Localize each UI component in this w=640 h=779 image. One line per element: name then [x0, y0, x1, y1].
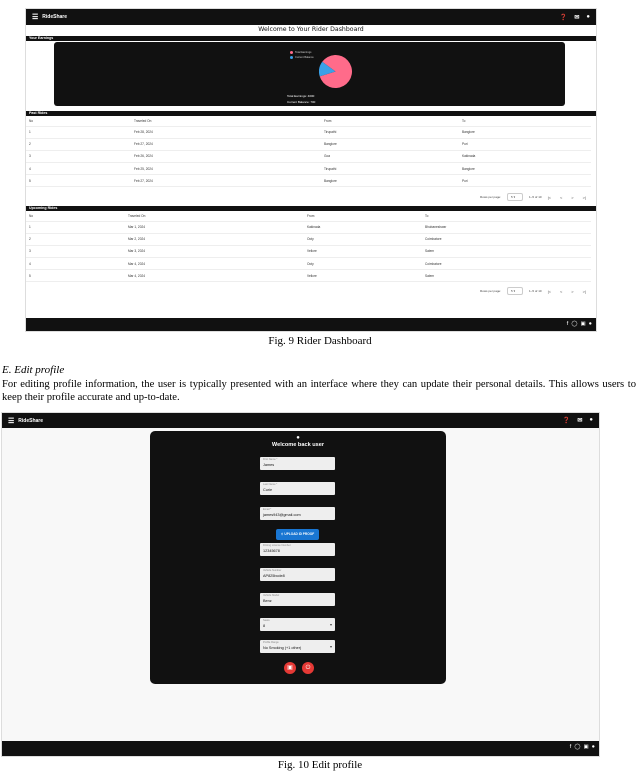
table-cell: 4 — [26, 163, 131, 175]
table-cell: Ooty — [304, 233, 422, 245]
table-cell: Vellore — [304, 270, 422, 282]
table-cell: Tirupathi — [321, 163, 459, 175]
help-icon[interactable]: ❓ — [562, 418, 571, 424]
table-cell: Mar 4, 2024 — [125, 258, 304, 270]
edit-profile-card — [150, 431, 446, 684]
column-header[interactable]: To — [422, 212, 591, 221]
earnings-section-header: Your Earnings — [26, 36, 596, 41]
legend-swatch — [290, 51, 293, 54]
upcoming-rides-table — [26, 212, 591, 282]
table-cell: Banglore — [459, 163, 591, 175]
table-cell: Feb 25, 2024 — [131, 163, 321, 175]
figure-9-caption: Fig. 9 Rider Dashboard — [268, 335, 372, 347]
table-row[interactable] — [26, 233, 591, 245]
table-row[interactable] — [26, 270, 591, 282]
welcome-heading: Welcome back user — [271, 442, 325, 448]
upcoming-rides-header: Upcoming Rides — [26, 206, 596, 211]
legend-label: Total Earnings — [295, 51, 312, 54]
table-cell: Mar 1, 2024 — [125, 221, 304, 233]
field-label: First Name * — [263, 458, 278, 461]
table-row[interactable] — [26, 245, 591, 257]
instagram-icon[interactable]: ◯ — [574, 744, 581, 750]
account-icon[interactable]: ● — [589, 417, 593, 423]
location-icon[interactable]: ● — [591, 744, 595, 750]
app-name: RideShare — [18, 417, 44, 424]
table-row[interactable] — [26, 163, 591, 175]
footer — [2, 741, 599, 756]
field-label: Last Name * — [263, 483, 278, 486]
table-cell: Kakinada — [304, 221, 422, 233]
table-cell: Feb 27, 2024 — [131, 175, 321, 187]
column-header[interactable]: From — [321, 117, 459, 126]
twitch-icon[interactable]: ▣ — [583, 744, 589, 750]
chevron-down-icon: ▾ — [329, 622, 332, 627]
table-cell: Feb 27, 2024 — [131, 138, 321, 150]
past-rides-pagination — [480, 193, 586, 201]
table-cell: Puri — [459, 175, 591, 187]
upcoming-rides-pagination — [480, 287, 586, 295]
table-cell: Kakinada — [459, 150, 591, 162]
page-title: Welcome to Your Rider Dashboard — [258, 26, 364, 33]
facebook-icon[interactable]: f — [569, 744, 572, 750]
past-rides-table — [26, 117, 591, 187]
facebook-icon[interactable]: f — [566, 321, 569, 327]
app-bar — [2, 413, 599, 428]
table-cell: Banglore — [321, 175, 459, 187]
app-bar — [26, 9, 596, 25]
driving-license-field[interactable] — [260, 543, 335, 556]
field-value: Benz — [263, 599, 272, 603]
rows-per-page-label: Rows per page: — [480, 195, 502, 199]
field-label: Profile Range — [263, 641, 279, 644]
table-cell: Vellore — [304, 245, 422, 257]
twitch-icon[interactable]: ▣ — [580, 321, 586, 327]
section-heading: E. Edit profile — [2, 364, 65, 376]
table-cell: Feb 28, 2024 — [131, 126, 321, 138]
table-cell: Salem — [422, 245, 591, 257]
field-label: Seats — [263, 619, 270, 622]
field-value: 12345678 — [263, 549, 280, 553]
email-field[interactable] — [260, 507, 335, 520]
app-name: RideShare — [42, 14, 68, 20]
field-value: james943@gmail.com — [263, 513, 301, 517]
location-icon[interactable]: ● — [588, 321, 592, 327]
field-label: Email * — [263, 508, 272, 511]
table-cell: 1 — [26, 221, 125, 233]
past-rides-header: Past Rides — [26, 111, 596, 116]
rider-dashboard-figure — [25, 8, 597, 332]
table-cell: 1 — [26, 126, 131, 138]
table-cell: Banglore — [459, 126, 591, 138]
logout-button[interactable] — [302, 662, 314, 674]
first-page-icon[interactable]: |< — [547, 194, 551, 200]
menu-icon[interactable]: ☰ — [32, 14, 39, 21]
table-cell: Mar 3, 2024 — [125, 245, 304, 257]
column-header[interactable]: No — [26, 117, 131, 126]
feedback-icon[interactable]: ✉ — [577, 418, 583, 424]
table-cell: Salem — [422, 270, 591, 282]
upload-icon: ⇧ — [280, 532, 284, 536]
table-cell: 2 — [26, 233, 125, 245]
field-label: Vehicle Number — [263, 569, 282, 572]
table-row[interactable] — [26, 258, 591, 270]
table-cell: Banglore — [321, 138, 459, 150]
next-page-icon[interactable]: > — [571, 194, 574, 200]
field-value: James — [263, 463, 275, 467]
field-label: Driving License Number — [263, 544, 291, 547]
rows-per-page-value: 5 — [511, 289, 513, 293]
vehicle-number-field[interactable] — [260, 568, 335, 581]
feedback-icon[interactable]: ✉ — [574, 14, 580, 21]
column-header[interactable]: Traveled On — [131, 117, 321, 126]
legend-swatch — [290, 56, 293, 59]
earnings-pie-chart — [319, 55, 352, 88]
table-cell: 5 — [26, 270, 125, 282]
table-cell: Puri — [459, 138, 591, 150]
table-row[interactable] — [26, 221, 591, 233]
table-row[interactable] — [26, 138, 591, 150]
first-page-icon[interactable]: |< — [547, 288, 551, 294]
table-cell: Coimbatore — [422, 233, 591, 245]
page-range: 1–5 of 10 — [529, 195, 542, 199]
account-icon[interactable]: ● — [586, 13, 590, 20]
next-page-icon[interactable]: > — [571, 288, 574, 294]
table-row[interactable] — [26, 175, 591, 187]
table-cell: Ooty — [304, 258, 422, 270]
last-name-field[interactable] — [260, 482, 335, 495]
table-cell: Coimbatore — [422, 258, 591, 270]
field-value: Curie — [263, 488, 273, 492]
prev-page-icon[interactable]: < — [559, 194, 563, 200]
table-cell: 3 — [26, 245, 125, 257]
field-value: No Smoking (+1 other) — [263, 646, 302, 650]
last-page-icon[interactable]: >| — [582, 288, 586, 294]
table-cell: 3 — [26, 150, 131, 162]
table-row[interactable] — [26, 126, 591, 138]
table-cell: Goa — [321, 150, 459, 162]
legend-label: Current Balance — [295, 56, 314, 59]
table-cell: 5 — [26, 175, 131, 187]
seats-select[interactable] — [260, 618, 335, 631]
column-header[interactable]: No — [26, 212, 125, 221]
page-range: 1–5 of 10 — [529, 289, 542, 293]
chevron-down-icon: ▾ — [329, 644, 332, 649]
table-cell: Feb 26, 2024 — [131, 150, 321, 162]
menu-icon[interactable]: ☰ — [8, 417, 15, 425]
table-cell: Mar 2, 2024 — [125, 233, 304, 245]
help-icon[interactable]: ❓ — [559, 14, 568, 21]
rows-per-page-select[interactable] — [507, 287, 523, 295]
upload-id-proof-button[interactable] — [276, 529, 319, 540]
rows-per-page-label: Rows per page: — [480, 289, 502, 293]
table-cell: 4 — [26, 258, 125, 270]
save-button[interactable] — [284, 662, 296, 674]
column-header[interactable]: Traveled On — [125, 212, 304, 221]
legend-item-balance[interactable] — [290, 55, 314, 60]
prev-page-icon[interactable]: < — [559, 288, 563, 294]
chevron-down-icon: ▾ — [513, 195, 516, 199]
rows-per-page-value: 5 — [511, 195, 513, 199]
power-icon: ⏻ — [305, 665, 311, 671]
field-value: AP825bcde8 — [263, 574, 285, 578]
save-icon: ▣ — [287, 665, 293, 671]
column-header[interactable]: To — [459, 117, 591, 126]
table-row[interactable] — [26, 150, 591, 162]
figure-10-caption: Fig. 10 Edit profile — [277, 759, 363, 771]
current-balance-text: Current Balance: 700 — [287, 100, 316, 104]
chart-legend — [290, 50, 314, 60]
section-paragraph: For editing profile information, the user is typically presented with an interface where they can update their personal details. This allows users to keep their profile accurate and up-to-date. — [2, 379, 636, 404]
vehicle-model-field[interactable] — [260, 593, 335, 606]
table-cell: Bhubaneshwar — [422, 221, 591, 233]
table-cell: Tirupathi — [321, 126, 459, 138]
edit-profile-figure — [1, 412, 600, 757]
field-label: Vehicle Model — [263, 594, 280, 597]
field-value: 8 — [263, 624, 266, 628]
total-earnings-text: Total Earnings: 4000 — [287, 94, 315, 98]
button-label: UPLOAD ID PROOF — [284, 532, 315, 536]
last-page-icon[interactable]: >| — [582, 194, 586, 200]
table-cell: Mar 4, 2024 — [125, 270, 304, 282]
rows-per-page-select[interactable] — [507, 193, 523, 201]
table-cell: 2 — [26, 138, 131, 150]
footer — [26, 318, 596, 331]
first-name-field[interactable] — [260, 457, 335, 470]
profile-range-select[interactable] — [260, 640, 335, 653]
earnings-card — [54, 42, 565, 106]
instagram-icon[interactable]: ◯ — [571, 321, 578, 327]
user-icon: ● — [296, 435, 300, 441]
column-header[interactable]: From — [304, 212, 422, 221]
chevron-down-icon: ▾ — [513, 289, 516, 293]
